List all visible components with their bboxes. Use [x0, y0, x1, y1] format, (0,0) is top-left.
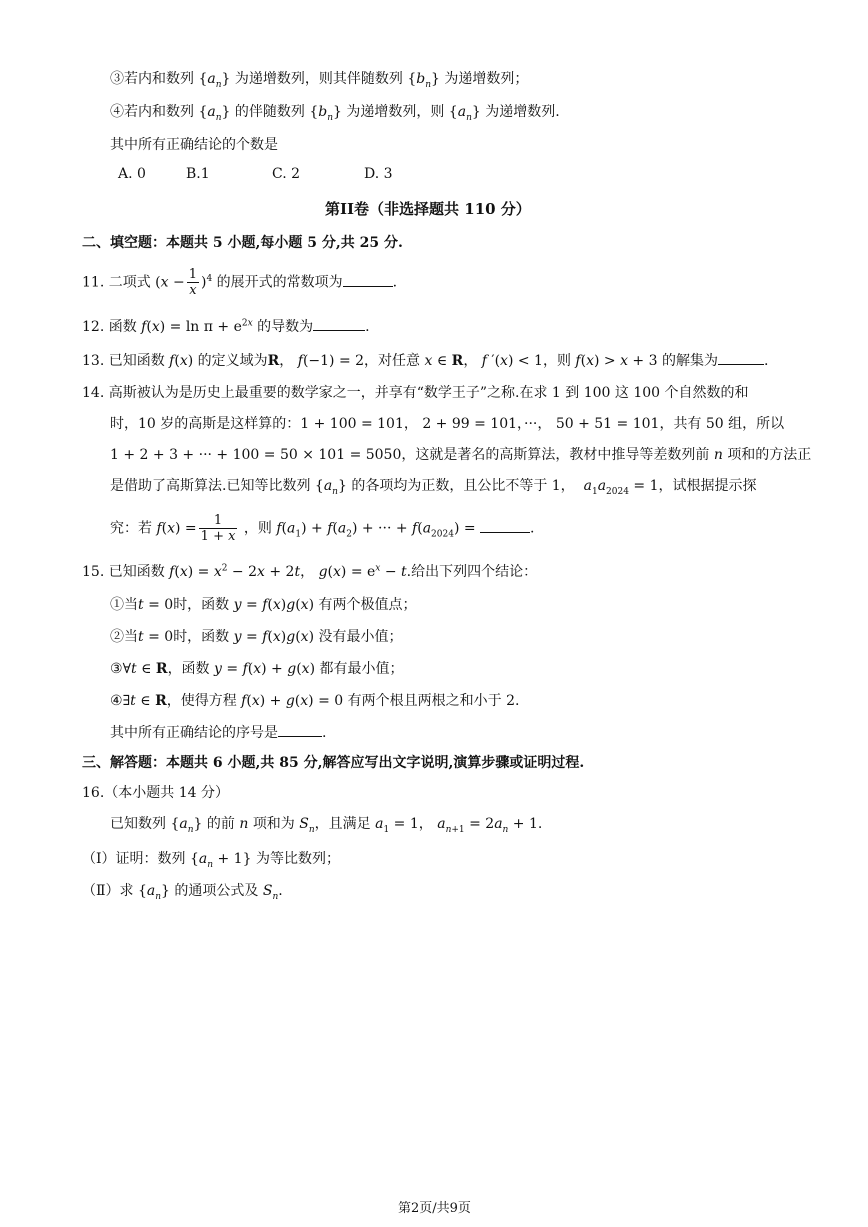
q14-line1: 14. 高斯被认为是历史上最重要的数学家之一，并享有“数学王子”之称.在求 1 到 100 这 100 个自然数的和	[82, 385, 749, 401]
q14-line2: 时，10 岁的高斯是这样算的：1 + 100 = 101， 2 + 99 = 101，···， 50 + 51 = 101，共有 50 组，所以	[110, 416, 785, 432]
q10-choice-b: B.1	[186, 166, 210, 182]
section2-title: 第II卷（非选择题共 110 分）	[325, 200, 531, 218]
page-number: 第2页/共9页	[398, 1201, 471, 1216]
q10-choice-d: D. 3	[364, 166, 393, 182]
q10-item3: ③若内和数列 $\{a_n\}$ 为递增数列，则其伴随数列 $\{b_n\}$ 为递增数列；	[110, 71, 529, 90]
section3-heading: 三、解答题：本题共 6 小题,共 85 分,解答应写出文字说明,演算步骤或证明过程.	[82, 755, 585, 771]
q16-header: 16.（本小题共 14 分）	[82, 785, 229, 801]
q11-answer-blank	[343, 285, 393, 287]
q13: 13. 已知函数 f(x) 的定义域为R， f(−1) = 2，对任意 x ∈ R， f ′(x) < 1，则 f(x) > x + 3 的解集为 .	[82, 353, 769, 369]
q15-conclusion-4: ④∃t ∈ R，使得方程 f(x) + g(x) = 0 有两个根且两根之和小于 2.	[110, 693, 520, 709]
q15-conclusion-3: ③∀t ∈ R，函数 y = f(x) + g(x) 都有最小值；	[110, 661, 404, 677]
q14-line3: 1 + 2 + 3 + ··· + 100 = 50 × 101 = 5050，这就是著名的高斯算法，教材中推导等差数列前 n 项和的方法正	[110, 447, 812, 463]
q15-conclusion-2: ②当t = 0时，函数 y = f(x)g(x) 没有最小值；	[110, 629, 403, 645]
q10-item4: ④若内和数列 $\{a_n\}$ 的伴随数列 $\{b_n\}$ 为递增数列，则 $\{a_n\}$ 为递增数列.	[110, 104, 560, 123]
q10-prompt: 其中所有正确结论的个数是	[110, 137, 278, 153]
q13-answer-blank	[718, 363, 764, 365]
q14-answer-blank	[480, 531, 530, 533]
q14-line5: 究：若 f(x) = $\frac{1}{1 + x}$ ，则 $f(a_1) + f(a_2)$ + ··· + $f(a_{2024})$ = .	[110, 513, 535, 544]
section2-heading: 二、填空题：本题共 5 小题,每小题 5 分,共 25 分.	[82, 235, 403, 251]
q15-conclusion-1: ①当t = 0时，函数 y = f(x)g(x) 有两个极值点；	[110, 597, 417, 613]
q15-answer-blank	[278, 735, 322, 737]
q16-given: 已知数列 $\{a_n\}$ 的前 n 项和为 $S_n$，且满足 $a_1 = 1$， $a_{n+1} = 2a_n + 1$.	[110, 816, 543, 835]
q11: 11. 二项式 (x − $\frac{1}{x}$ )$^4$ 的展开式的常数项为 .	[82, 267, 398, 298]
q10-choice-c: C. 2	[272, 166, 301, 182]
q12: 12. 函数 $f(x) = \ln \pi + e^{2x}$ 的导数为 .	[82, 318, 370, 335]
q16-part-1: （Ⅰ）证明：数列 $\{a_n + 1\}$ 为等比数列；	[82, 851, 340, 870]
q16-part-2: （Ⅱ）求 $\{a_n\}$ 的通项公式及 $S_n$.	[82, 883, 283, 902]
q15-intro: 15. 已知函数 $f(x) = x^2 - 2x + 2t$， $g(x) = e^x - t$.给出下列四个结论：	[82, 563, 538, 580]
q14-line4: 是借助了高斯算法.已知等比数列 $\{a_n\}$ 的各项均为正数，且公比不等于 1， $a_1a_{2024} = 1$，试根据提示探	[110, 478, 757, 497]
q10-choice-a: A. 0	[118, 166, 146, 182]
q15-prompt: 其中所有正确结论的序号是 .	[110, 725, 327, 741]
q12-answer-blank	[313, 329, 365, 331]
